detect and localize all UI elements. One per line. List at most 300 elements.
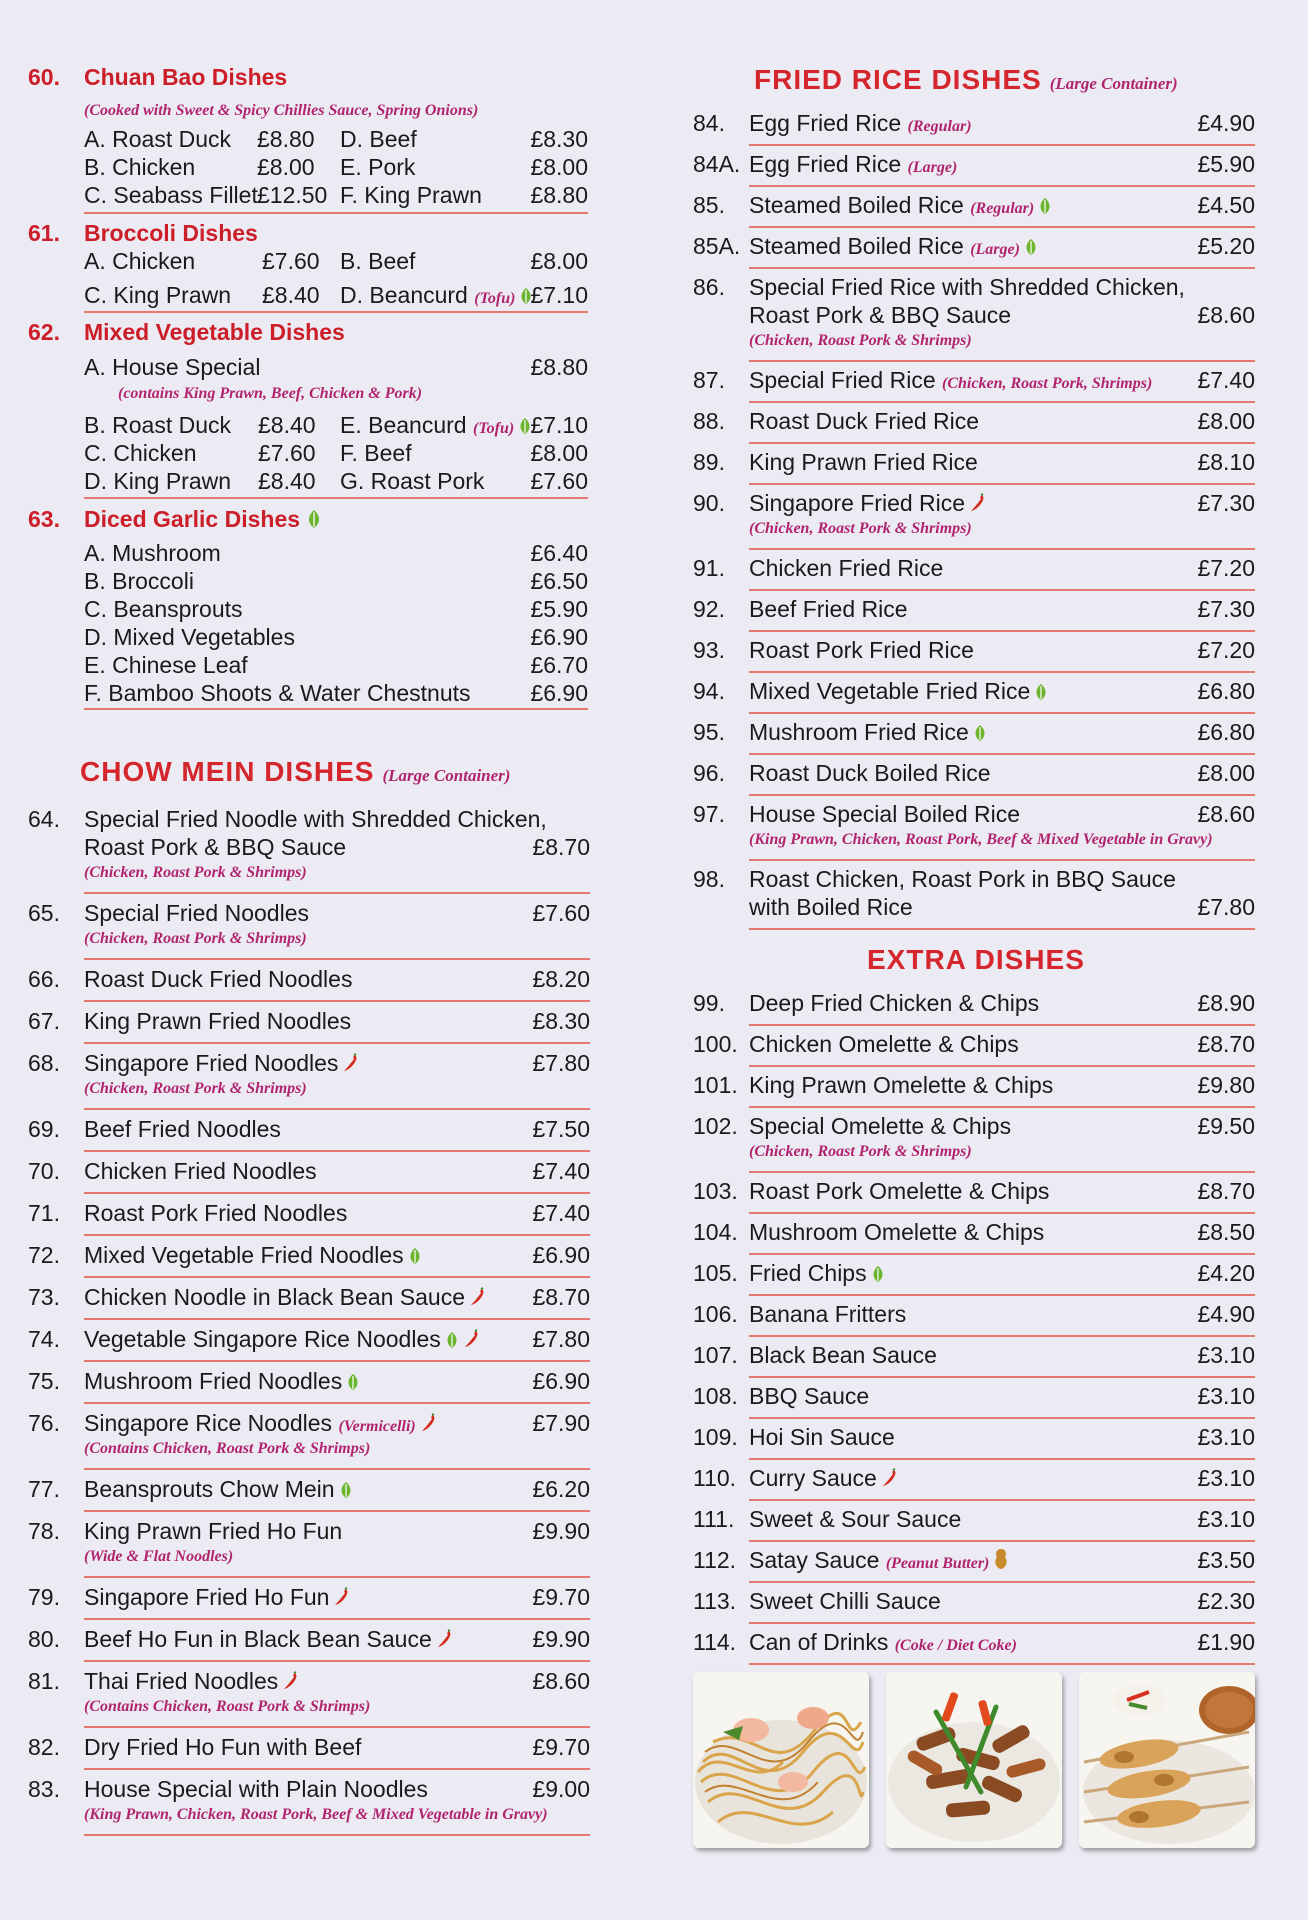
item-name: [749, 1342, 937, 1369]
divider: [84, 212, 588, 214]
item-price: £8.30: [530, 126, 588, 152]
item-label: D. Mixed Vegetables: [84, 624, 295, 650]
item-price: £6.80: [1197, 678, 1255, 704]
divider: [749, 1581, 1255, 1583]
item-number: 88.: [693, 408, 725, 434]
tofu-note: (Tofu): [474, 290, 516, 307]
item-price: £6.80: [1197, 719, 1255, 745]
item-name-line2: with Boiled Rice: [749, 894, 913, 920]
item-name: [749, 990, 1039, 1017]
item-number: 85.: [693, 192, 725, 218]
item-price: £8.00: [530, 154, 588, 180]
item-price: £7.60: [530, 468, 588, 494]
item-price: £4.90: [1197, 1301, 1255, 1327]
item-name: [84, 1050, 358, 1077]
item-price: £8.80: [257, 126, 315, 152]
item-name: [84, 1368, 360, 1395]
item-number: 110.: [693, 1465, 737, 1491]
menu-row: [84, 568, 588, 596]
item-price: £8.70: [532, 1284, 590, 1310]
chilli-icon: [342, 1053, 358, 1073]
item-number: 76.: [28, 1410, 60, 1436]
extra-dishes-heading: [867, 944, 1085, 976]
leaf-icon: [1024, 238, 1038, 256]
item-price: £8.00: [530, 248, 588, 274]
divider: [749, 753, 1255, 755]
item-price: £7.40: [532, 1158, 590, 1184]
item-name-text: Dry Fried Ho Fun with Beef: [84, 1734, 362, 1760]
item-name-text: Steamed Boiled Rice: [749, 233, 964, 259]
item-name: [84, 900, 309, 927]
item-price: £7.80: [1197, 894, 1255, 920]
divider: [84, 1768, 590, 1770]
item-note: (Chicken, Roast Pork & Shrimps): [84, 1080, 307, 1097]
item-name: [84, 1326, 479, 1353]
item-price: £8.70: [532, 834, 590, 860]
item-name: [84, 1008, 351, 1035]
item-name-text: Mixed Vegetable Fried Noodles: [84, 1242, 404, 1268]
divider: [749, 1024, 1255, 1026]
item-name: [84, 1518, 342, 1545]
item-price: £7.80: [532, 1050, 590, 1076]
item-name: [749, 1506, 961, 1533]
item-label: C. King Prawn: [84, 282, 232, 308]
leaf-icon: [973, 724, 987, 742]
item-name: [749, 490, 985, 517]
item-label: A. Roast Duck: [84, 126, 231, 152]
divider: [84, 892, 590, 894]
item-price: £4.50: [1197, 192, 1255, 218]
item-name: [749, 1547, 1009, 1574]
item-price: £7.60: [532, 900, 590, 926]
item-name-text: King Prawn Fried Ho Fun: [84, 1518, 343, 1544]
divider: [749, 1294, 1255, 1296]
item-price: £6.50: [530, 568, 588, 594]
item-name-text: Fried Chips: [749, 1260, 867, 1286]
item-number: 108.: [693, 1383, 738, 1409]
item-note: (contains King Prawn, Beef, Chicken & Pork): [118, 385, 423, 402]
divider: [84, 708, 588, 710]
item-name: [749, 1219, 1044, 1246]
divider: [749, 1663, 1255, 1665]
item-name-text: Vegetable Singapore Rice Noodles: [84, 1326, 441, 1352]
item-number: 84.: [693, 110, 725, 136]
chilli-icon: [420, 1413, 436, 1433]
item-name-text: Thai Fried Noodles: [84, 1668, 279, 1694]
item-price: £8.70: [1197, 1031, 1255, 1057]
item-price: £5.20: [1197, 233, 1255, 259]
item-number: 92.: [693, 596, 725, 622]
item-label: B. Beef: [340, 248, 416, 274]
item-price: £3.10: [1197, 1465, 1255, 1491]
divider: [749, 483, 1255, 485]
item-name-text: Deep Fried Chicken & Chips: [749, 990, 1040, 1016]
item-name: [749, 801, 1020, 828]
divider: [749, 1458, 1255, 1460]
item-number: 97.: [693, 801, 725, 827]
item-number: 113.: [693, 1588, 737, 1614]
item-number: 93.: [693, 637, 725, 663]
menu-row: [84, 652, 588, 680]
satay-image: [1079, 1672, 1255, 1848]
divider: [84, 1360, 590, 1362]
item-name-text: Singapore Fried Rice: [749, 490, 966, 516]
leaf-icon: [1034, 683, 1048, 701]
item-number: 69.: [28, 1116, 60, 1142]
item-name-text: King Prawn Fried Noodles: [84, 1008, 352, 1034]
item-note: (Chicken, Roast Pork & Shrimps): [84, 930, 307, 947]
item-number: 89.: [693, 449, 725, 475]
menu-row: [84, 624, 588, 652]
item-number: 111.: [693, 1506, 735, 1532]
item-name-text: Special Fried Noodle with Shredded Chicken,: [84, 806, 547, 832]
item-number: 100.: [693, 1031, 738, 1057]
chilli-icon: [881, 1468, 897, 1488]
item-label: F. Bamboo Shoots & Water Chestnuts: [84, 680, 471, 706]
item-number: 64.: [28, 806, 60, 832]
item-price: £7.10: [530, 412, 588, 438]
item-number: 86.: [693, 274, 725, 300]
chilli-icon: [436, 1629, 452, 1649]
item-name: [749, 1424, 895, 1451]
item-number: 68.: [28, 1050, 60, 1076]
item-note: (King Prawn, Chicken, Roast Pork, Beef & Mixed Vegetable in Gravy): [84, 1806, 548, 1823]
item-name-text: Beef Fried Rice: [749, 596, 908, 622]
item-inline-note: (Large): [907, 159, 958, 176]
item-label: F. Beef: [340, 440, 412, 466]
item-name-line2: Roast Pork & BBQ Sauce: [84, 834, 347, 860]
menu-row: [84, 680, 588, 708]
divider: [749, 226, 1255, 228]
divider: [84, 1234, 590, 1236]
item-number: 105.: [693, 1260, 738, 1286]
item-price: £8.10: [1197, 449, 1255, 475]
item-name: [749, 719, 987, 746]
item-price: £9.50: [1197, 1113, 1255, 1139]
item-name: [749, 1383, 869, 1410]
item-number: 101.: [693, 1072, 738, 1098]
item-name: [84, 1584, 349, 1611]
item-note: (Wide & Flat Noodles): [84, 1548, 234, 1565]
item-name-text: Mushroom Omelette & Chips: [749, 1219, 1045, 1245]
item-price: £9.70: [532, 1734, 590, 1760]
heading-text: CHOW MEIN DISHES: [80, 756, 375, 787]
menu-row: [84, 440, 588, 468]
item-name-text: Roast Duck Fried Noodles: [84, 966, 353, 992]
item-name-text: Egg Fried Rice: [749, 110, 902, 136]
item-name-text: Chicken Omelette & Chips: [749, 1031, 1019, 1057]
item-price: £8.80: [530, 182, 588, 208]
item-price: £6.90: [532, 1242, 590, 1268]
item-name-text: Beansprouts Chow Mein: [84, 1476, 335, 1502]
item-price: £3.10: [1197, 1424, 1255, 1450]
item-price: £5.90: [1197, 151, 1255, 177]
item-number: 74.: [28, 1326, 60, 1352]
item-name-line2: Roast Pork & BBQ Sauce: [749, 302, 1012, 328]
item-inline-note: (Peanut Butter): [885, 1555, 990, 1572]
fried-rice-heading: [754, 64, 1178, 96]
item-price: £8.40: [262, 282, 320, 308]
item-price: £3.10: [1197, 1383, 1255, 1409]
item-note: (Chicken, Roast Pork & Shrimps): [84, 864, 307, 881]
item-number: 95.: [693, 719, 725, 745]
divider: [84, 1192, 590, 1194]
item-name-text: Singapore Fried Ho Fun: [84, 1584, 330, 1610]
item-number: 106.: [693, 1301, 738, 1327]
item-number: 73.: [28, 1284, 60, 1310]
divider: [749, 267, 1255, 269]
item-name: [749, 1260, 885, 1287]
item-name: [84, 1242, 422, 1269]
item-name: [84, 1284, 485, 1311]
item-number: 79.: [28, 1584, 60, 1610]
item-number: 96.: [693, 760, 725, 786]
item-price: £4.90: [1197, 110, 1255, 136]
item-price: £7.60: [258, 440, 316, 466]
item-number: 78.: [28, 1518, 60, 1544]
item-price: £1.90: [1197, 1629, 1255, 1655]
divider: [749, 548, 1255, 550]
item-name-text: Special Fried Rice: [749, 367, 936, 393]
section-title: [84, 506, 322, 533]
menu-row: [84, 354, 588, 382]
item-note: (Contains Chicken, Roast Pork & Shrimps): [84, 1440, 371, 1457]
item-label: [340, 412, 532, 439]
item-price: £6.20: [532, 1476, 590, 1502]
menu-row: [84, 154, 588, 182]
item-name-text: Singapore Rice Noodles: [84, 1410, 333, 1436]
item-name-text: Beef Ho Fun in Black Bean Sauce: [84, 1626, 432, 1652]
item-name: [84, 1626, 452, 1653]
divider: [749, 589, 1255, 591]
noodles-image: [693, 1672, 869, 1848]
item-number: 90.: [693, 490, 725, 516]
item-inline-note: (Coke / Diet Coke): [894, 1637, 1017, 1654]
item-name-text: Hoi Sin Sauce: [749, 1424, 895, 1450]
item-price: £8.70: [1197, 1178, 1255, 1204]
divider: [84, 1618, 590, 1620]
item-number: 87.: [693, 367, 725, 393]
item-label: E. Pork: [340, 154, 416, 180]
item-name: [84, 1158, 317, 1185]
divider: [749, 1106, 1255, 1108]
item-name: [84, 1476, 353, 1503]
item-price: £3.50: [1197, 1547, 1255, 1573]
divider: [84, 1108, 590, 1110]
leaf-icon: [339, 1481, 353, 1499]
item-name-text: Black Bean Sauce: [749, 1342, 937, 1368]
divider: [84, 1834, 590, 1836]
item-label: A. House Special: [84, 354, 261, 380]
chilli-icon: [333, 1587, 349, 1607]
item-price: £8.40: [258, 468, 316, 494]
menu-row: [84, 126, 588, 154]
item-name: [84, 966, 352, 993]
divider: [749, 1171, 1255, 1173]
item-name: [84, 806, 547, 833]
chow-mein-heading: [80, 756, 510, 788]
item-name: [749, 866, 1176, 893]
item-name: [749, 233, 1038, 260]
satay-photo: [1079, 1672, 1255, 1848]
item-name: [749, 1465, 897, 1492]
divider: [749, 1540, 1255, 1542]
item-inline-note: (Large): [970, 241, 1020, 258]
item-price: £9.90: [532, 1518, 590, 1544]
item-number: 82.: [28, 1734, 60, 1760]
divider: [84, 1150, 590, 1152]
item-label: B. Broccoli: [84, 568, 194, 594]
noodles-photo: [693, 1672, 869, 1848]
divider: [749, 671, 1255, 673]
divider: [749, 1253, 1255, 1255]
item-name: [84, 1200, 347, 1227]
item-note: (King Prawn, Chicken, Roast Pork, Beef & Mixed Vegetable in Gravy): [749, 831, 1213, 848]
item-number: 104.: [693, 1219, 738, 1245]
divider: [84, 1510, 590, 1512]
item-label: A. Mushroom: [84, 540, 221, 566]
item-note: (Chicken, Roast Pork & Shrimps): [749, 520, 972, 537]
item-name: [749, 678, 1048, 705]
item-name-text: Steamed Boiled Rice: [749, 192, 964, 218]
item-name-text: Singapore Fried Noodles: [84, 1050, 339, 1076]
item-number: 75.: [28, 1368, 60, 1394]
item-name-text: Mixed Vegetable Fried Rice: [749, 678, 1031, 704]
item-number: 109.: [693, 1424, 738, 1450]
item-label: B. Chicken: [84, 154, 196, 180]
item-name-text: Sweet & Sour Sauce: [749, 1506, 962, 1532]
divider: [749, 1499, 1255, 1501]
item-name-text: Chicken Fried Rice: [749, 555, 944, 581]
divider: [749, 1622, 1255, 1624]
divider: [749, 1335, 1255, 1337]
divider: [749, 1417, 1255, 1419]
item-price: £7.40: [532, 1200, 590, 1226]
item-price: £8.60: [532, 1668, 590, 1694]
divider: [84, 1042, 590, 1044]
item-name: [749, 637, 974, 664]
item-number: 77.: [28, 1476, 60, 1502]
divider: [749, 1376, 1255, 1378]
section-60-note: (Cooked with Sweet & Spicy Chillies Sauce, Spring Onions): [84, 102, 479, 119]
section-title: Broccoli Dishes: [84, 220, 258, 246]
item-price: £8.90: [1197, 990, 1255, 1016]
item-price: £6.70: [530, 652, 588, 678]
stir-fry-image: [886, 1672, 1062, 1848]
item-name-text: Satay Sauce: [749, 1547, 880, 1573]
divider: [84, 1318, 590, 1320]
item-number: 67.: [28, 1008, 60, 1034]
item-price: £8.00: [257, 154, 315, 180]
item-price: £8.30: [532, 1008, 590, 1034]
divider: [749, 794, 1255, 796]
item-name-text: Mushroom Fried Rice: [749, 719, 969, 745]
divider: [84, 497, 588, 499]
item-inline-note: (Regular): [907, 118, 972, 135]
item-label: C. Seabass Fillet: [84, 182, 258, 208]
heading-sub: (Large Container): [382, 766, 511, 785]
item-name-text: Egg Fried Rice: [749, 151, 902, 177]
divider: [749, 928, 1255, 930]
item-number: 85A.: [693, 233, 741, 259]
leaf-icon: [408, 1247, 422, 1265]
item-name-text: King Prawn Omelette & Chips: [749, 1072, 1054, 1098]
section-number: 63.: [28, 506, 60, 532]
item-name-text: Special Omelette & Chips: [749, 1113, 1012, 1139]
item-price: £8.00: [1197, 408, 1255, 434]
chilli-icon: [469, 1287, 485, 1307]
item-name-text: King Prawn Fried Rice: [749, 449, 978, 475]
item-name-text: Can of Drinks: [749, 1629, 889, 1655]
item-price: £3.10: [1197, 1342, 1255, 1368]
item-number: 81.: [28, 1668, 60, 1694]
leaf-icon: [306, 509, 322, 529]
item-name: [749, 449, 978, 476]
item-name-text: Mushroom Fried Noodles: [84, 1368, 343, 1394]
menu-row: [84, 248, 588, 276]
item-name-text: Sweet Chilli Sauce: [749, 1588, 941, 1614]
item-price: £8.40: [258, 412, 316, 438]
item-name-text: Chicken Noodle in Black Bean Sauce: [84, 1284, 466, 1310]
item-name: [749, 1178, 1049, 1205]
item-name-text: Roast Pork Fried Noodles: [84, 1200, 348, 1226]
section-title: Mixed Vegetable Dishes: [84, 319, 345, 345]
item-price: £7.80: [532, 1326, 590, 1352]
peanut-icon: [993, 1548, 1009, 1570]
item-price: £7.30: [1197, 490, 1255, 516]
item-name: [749, 1301, 906, 1328]
item-label: E. Chinese Leaf: [84, 652, 248, 678]
divider: [84, 1726, 590, 1728]
divider: [84, 1000, 590, 1002]
leaf-icon: [871, 1265, 885, 1283]
divider: [749, 185, 1255, 187]
item-price: £3.10: [1197, 1506, 1255, 1532]
item-number: 102.: [693, 1113, 738, 1139]
item-price: £8.20: [532, 966, 590, 992]
menu-row: [84, 412, 588, 440]
chilli-icon: [282, 1671, 298, 1691]
leaf-icon: [1038, 197, 1052, 215]
item-name-text: BBQ Sauce: [749, 1383, 870, 1409]
item-price: £7.60: [262, 248, 320, 274]
divider: [84, 1276, 590, 1278]
item-name: [84, 1410, 436, 1437]
item-number: 107.: [693, 1342, 738, 1368]
item-price: £8.00: [1197, 760, 1255, 786]
item-name: [749, 192, 1052, 219]
leaf-icon: [346, 1373, 360, 1391]
item-name-text: Roast Pork Omelette & Chips: [749, 1178, 1050, 1204]
item-label: [340, 282, 533, 309]
menu-row: [84, 596, 588, 624]
menu-row: [84, 182, 588, 210]
item-price: £9.00: [532, 1776, 590, 1802]
item-price: £7.40: [1197, 367, 1255, 393]
menu-row: [84, 282, 588, 310]
item-name-text: Roast Chicken, Roast Pork in BBQ Sauce: [749, 866, 1176, 892]
item-price: £7.50: [532, 1116, 590, 1142]
item-name: [749, 555, 943, 582]
item-number: 114.: [693, 1629, 737, 1655]
item-inline-note: (Regular): [970, 200, 1035, 217]
item-number: 72.: [28, 1242, 60, 1268]
item-label: C. Chicken: [84, 440, 197, 466]
divider: [749, 144, 1255, 146]
item-price: £7.30: [1197, 596, 1255, 622]
divider: [749, 401, 1255, 403]
item-price: £2.30: [1197, 1588, 1255, 1614]
